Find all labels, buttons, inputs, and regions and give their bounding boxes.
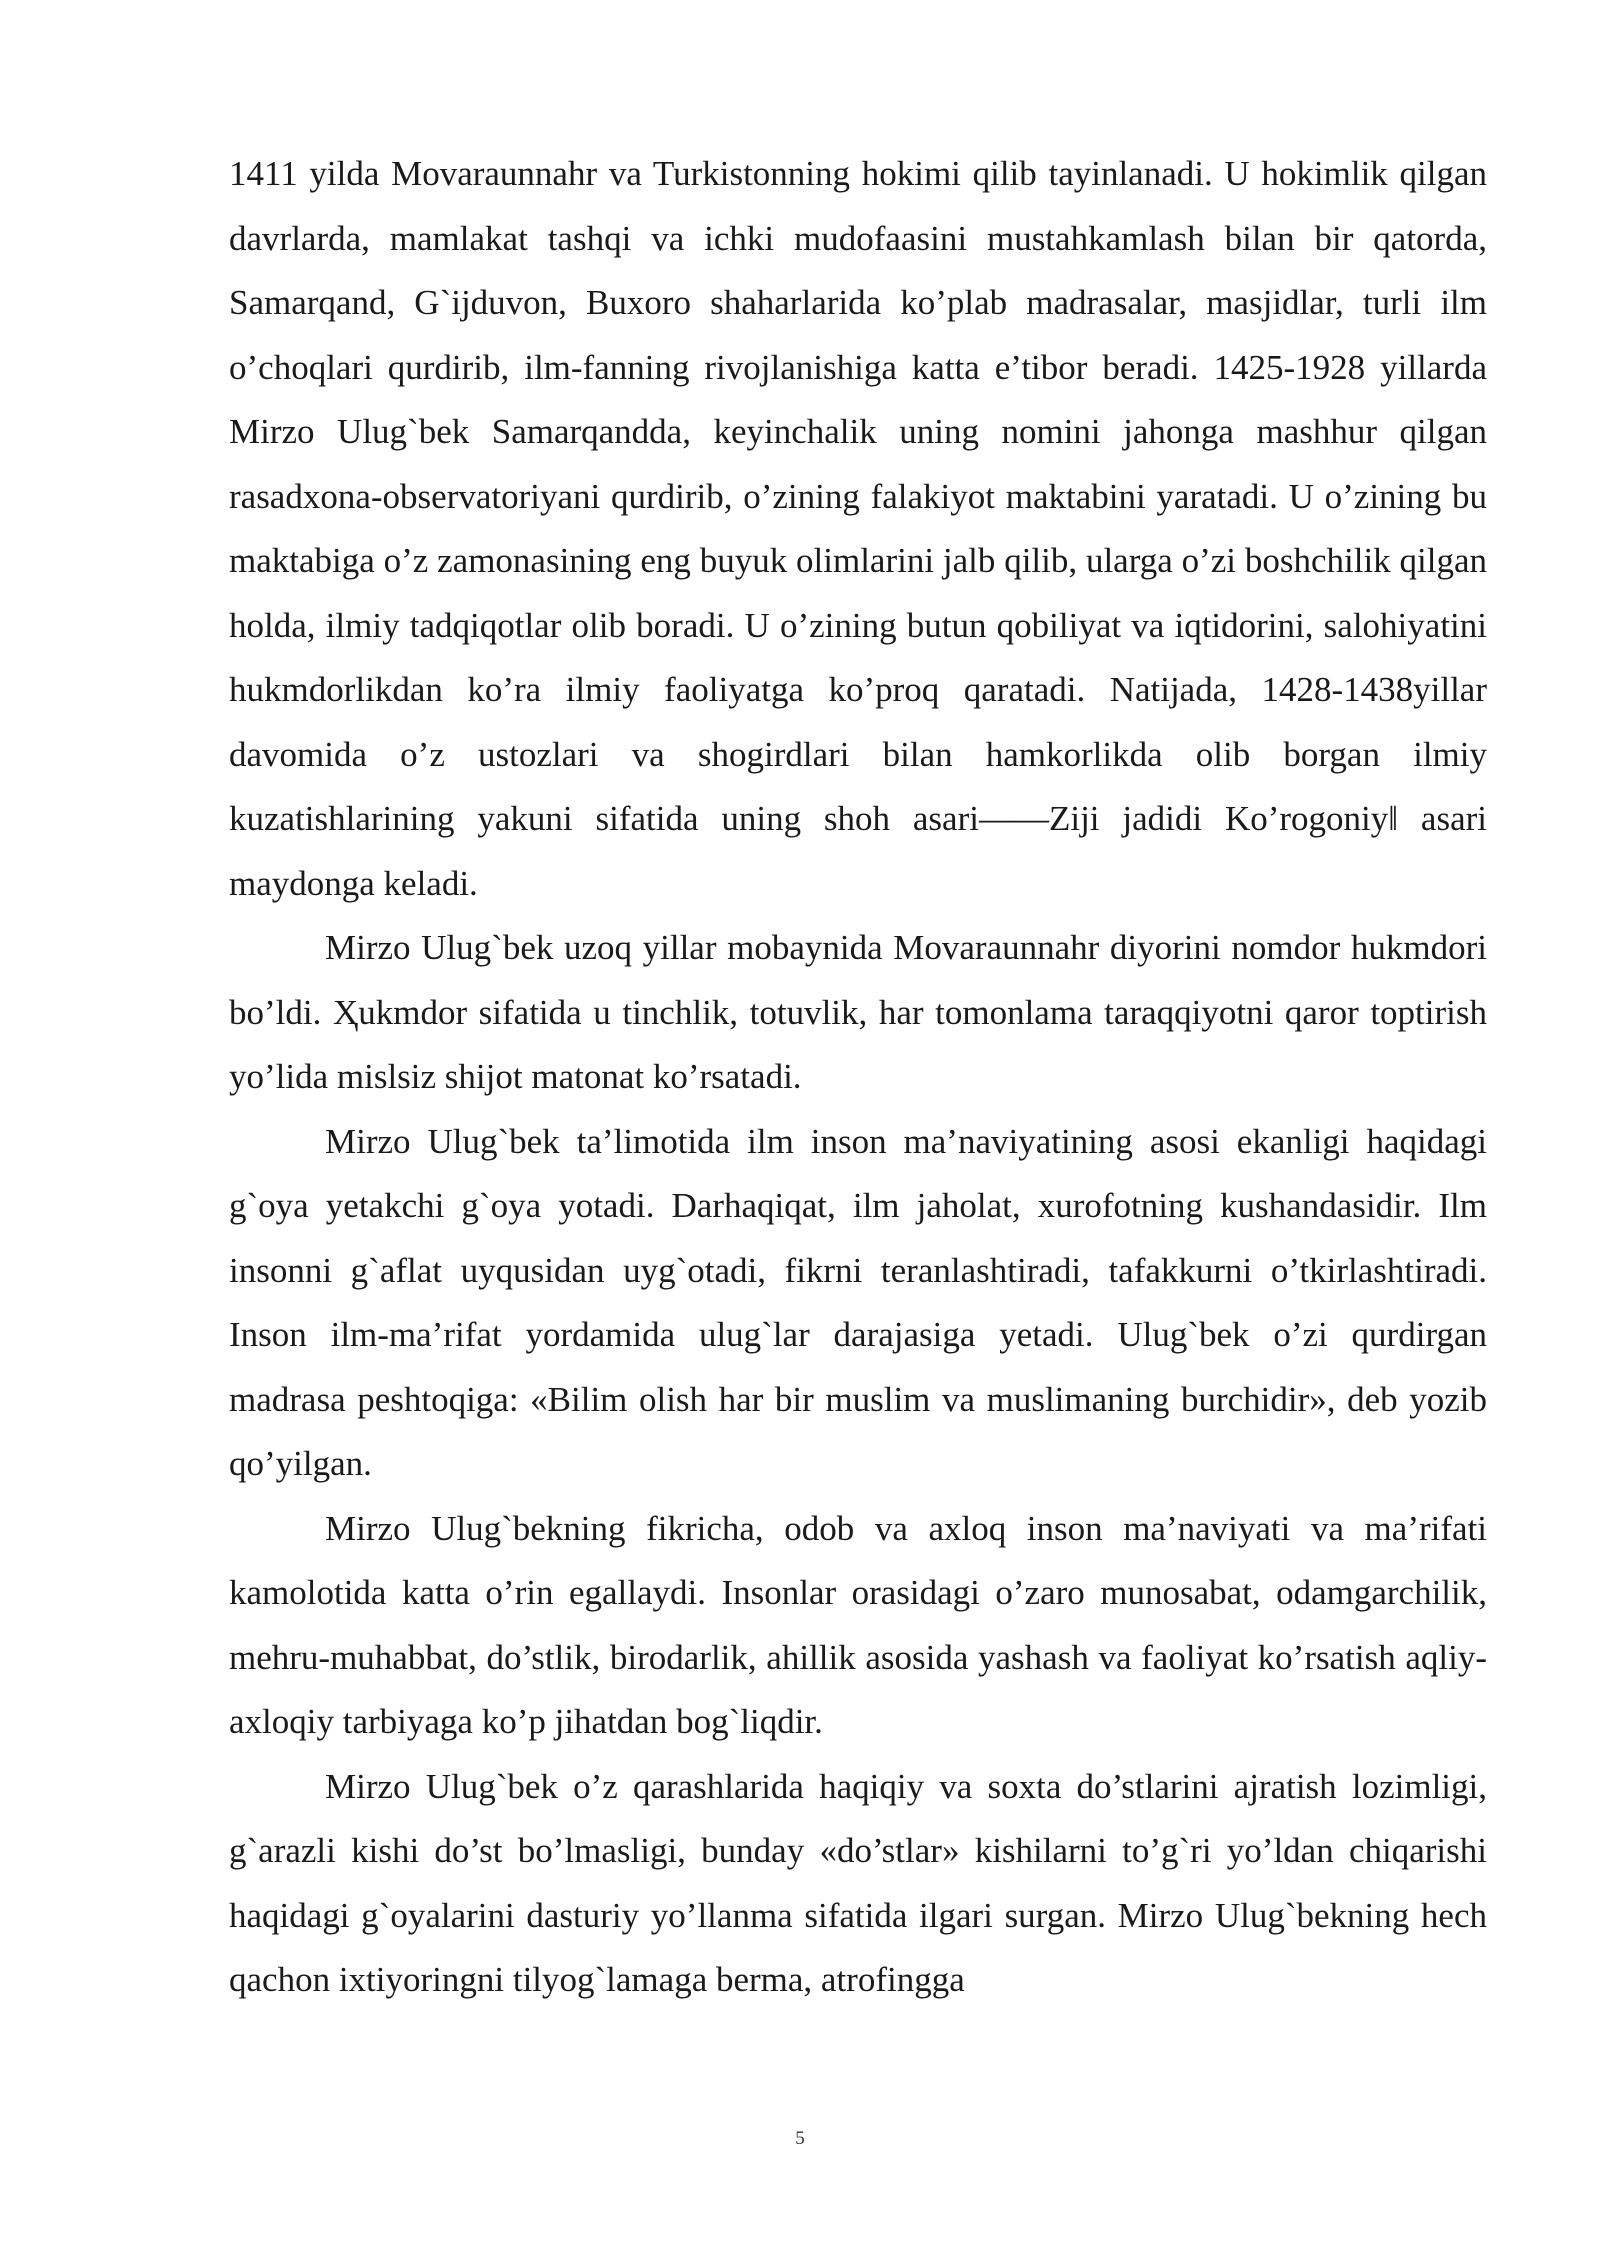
body-text <box>229 142 1487 2013</box>
page-number: 5 <box>795 2128 805 2149</box>
paragraph-friendship: Mirzo Ulug`bek o’z qarashlarida haqiqiy va soxta do’stlarini ajratish lozimligi, g`arazli kishi do’st bo’lmasligi, bunday «do’stlar» kishilarni to’g`ri yo’ldan chiqarishi haqidagi g`oyalarini dasturiy yo’llanma sifatida ilgari surgan. Mirzo Ulug`bekning hech qachon ixtiyoringni tilyog`lamaga berma, atrofingga <box>229 1766 1487 1999</box>
paragraph-morality: Mirzo Ulug`bekning fikricha, odob va axloq inson ma’naviyati va ma’rifati kamolotida katta o’rin egallaydi. Insonlar orasidagi o’zaro munosabat, odamgarchilik, mehru-muhabbat, do’stlik, birodarlik, ahillik asosida yashash va faoliyat ko’rsatish aqliy-axloqiy tarbiyaga ko’p jihatdan bog`liqdir. <box>229 1508 1487 1741</box>
paragraph-ruler: Mirzo Ulug`bek uzoq yillar mobaynida Movaraunnahr diyorini nomdor hukmdori bo’ldi. Ҳukmdor sifatida u tinchlik, totuvlik, har tomonlama taraqqiyotni qaror toptirish yo’lida mislsiz shijot matonat ko’rsatadi. <box>229 928 1487 1096</box>
paragraph-continuation: 1411 yilda Movaraunnahr va Turkistonning hokimi qilib tayinlanadi. U hokimlik qilgan davrlarda, mamlakat tashqi va ichki mudofaasini mustahkamlash bilan bir qatorda, Samarqand, G`ijduvon, Buxoro shaharlarida ko’plab madrasalar, masjidlar, turli ilm o’choqlari qurdirib, ilm-fanning rivojlanishiga katta e’tibor beradi. 1425-1928 yillarda Mirzo Ulug`bek Samarqandda, keyinchalik uning nomini jahonga mashhur qilgan rasadxona-observatoriyani qurdirib, o’zining falakiyot maktabini yaratadi. U o’zining bu maktabiga o’z zamonasining eng buyuk olimlarini jalb qilib, ularga o’zi boshchilik qilgan holda, ilmiy tadqiqotlar olib boradi. U o’zining butun qobiliyat va iqtidorini, salohiyatini hukmdorlikdan ko’ra ilmiy faoliyatga ko’proq qaratadi. Natijada, 1428-1438yillar davomida o’z ustozlari va shogirdlari bilan hamkorlikda olib borgan ilmiy kuzatishlarining yakuni sifatida uning shoh asari――Ziji jadidi Ko’rogoniy‖ asari maydonga keladi. <box>229 154 1487 903</box>
paragraph-knowledge: Mirzo Ulug`bek ta’limotida ilm inson ma’naviyatining asosi ekanligi haqidagi g`oya yetakchi g`oya yotadi. Darhaqiqat, ilm jaholat, xurofotning kushandasidir. Ilm insonni g`aflat uyqusidan uyg`otadi, fikrni teranlashtiradi, tafakkurni o’tkirlashtiradi. Inson ilm-ma’rifat yordamida ulug`lar darajasiga yetadi. Ulug`bek o’zi qurdirgan madrasa peshtoqiga: «Bilim olish har bir muslim va muslimaning burchidir», deb yozib qo’yilgan. <box>229 1121 1487 1483</box>
